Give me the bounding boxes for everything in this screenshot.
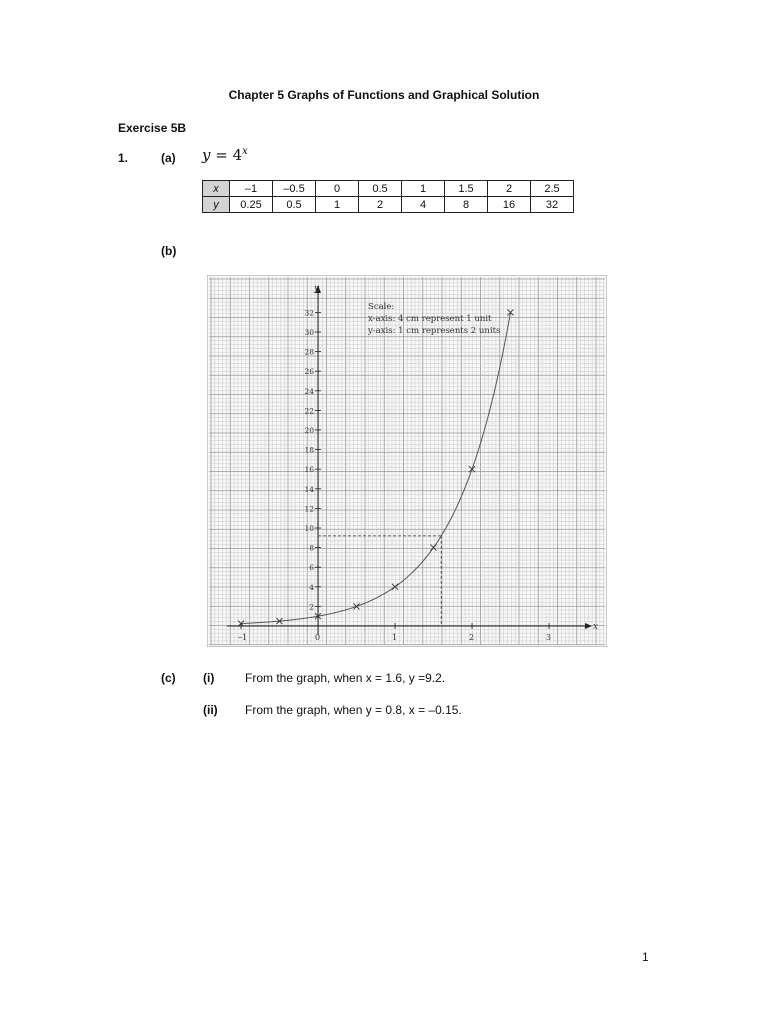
y-tick-label: 22	[304, 406, 314, 416]
x-axis-label: x	[593, 622, 599, 632]
table-cell: 0.25	[230, 197, 273, 213]
graph-paper-chart	[207, 275, 607, 647]
page-title: Chapter 5 Graphs of Functions and Graphical Solution	[228, 88, 540, 102]
table-cell: 2	[488, 181, 531, 197]
y-tick-label: 14	[304, 484, 314, 494]
y-axis-label: y	[314, 284, 320, 294]
part-c-label: (c)	[161, 671, 176, 685]
equation-lhs: y	[202, 146, 211, 164]
y-tick-label: 28	[304, 347, 314, 357]
exercise-heading: Exercise 5B	[118, 121, 187, 135]
scale-note-line: x-axis: 4 cm represent 1 unit	[368, 314, 492, 324]
y-tick-label: 30	[304, 328, 314, 337]
table-cell: 0.5	[359, 181, 402, 197]
x-tick-label: 3	[546, 633, 552, 642]
table-cell: 1	[316, 197, 359, 213]
table-cell: 0	[316, 181, 359, 197]
y-tick-label: 20	[304, 426, 314, 435]
y-tick-label: 24	[304, 386, 314, 396]
scale-note-line: Scale:	[368, 302, 395, 312]
table-cell: 2	[359, 197, 402, 213]
table-cell: 4	[402, 197, 445, 213]
y-tick-label: 10	[304, 524, 314, 533]
table-cell: 32	[531, 197, 574, 213]
equation-base: 4	[232, 146, 243, 164]
part-c-ii-label: (ii)	[203, 703, 218, 717]
x-tick-label: 2	[469, 633, 475, 642]
table-cell: 8	[445, 197, 488, 213]
y-tick-label: 4	[309, 582, 314, 592]
y-tick-label: 18	[304, 445, 314, 455]
y-tick-label: 26	[304, 367, 314, 377]
x-tick-label: 0	[315, 633, 321, 642]
question-number: 1.	[118, 151, 129, 165]
y-tick-label: 12	[304, 504, 314, 514]
table-cell: 1.5	[445, 181, 488, 197]
y-tick-label: 2	[309, 602, 314, 612]
table-cell: 1	[402, 181, 445, 197]
part-b-label: (b)	[161, 244, 177, 258]
equation-exponent: x	[242, 146, 248, 157]
table-cell: –0.5	[273, 181, 316, 197]
row-header-y: y	[203, 197, 230, 213]
scale-note-line: y-axis: 1 cm represents 2 units	[368, 326, 501, 336]
table-cell: 0.5	[273, 197, 316, 213]
equation	[202, 146, 248, 164]
table-cell: 16	[488, 197, 531, 213]
part-a-label: (a)	[161, 151, 176, 165]
y-tick-label: 32	[304, 308, 314, 318]
values-table	[202, 180, 574, 213]
table-row-y	[203, 197, 574, 213]
y-tick-label: 6	[309, 563, 314, 573]
part-c-i-answer: From the graph, when x = 1.6, y =9.2.	[245, 671, 446, 685]
table-cell: –1	[230, 181, 273, 197]
table-cell: 2.5	[531, 181, 574, 197]
table-row-x	[203, 181, 574, 197]
equation-equals: =	[210, 146, 233, 164]
row-header-x: x	[203, 181, 230, 197]
x-tick-label: –1	[238, 633, 248, 642]
x-tick-label: 1	[392, 633, 398, 642]
part-c-i-label: (i)	[203, 671, 215, 685]
part-c-ii-answer: From the graph, when y = 0.8, x = –0.15.	[245, 703, 462, 717]
y-tick-label: 8	[309, 543, 314, 553]
y-tick-label: 16	[304, 465, 314, 475]
page-number: 1	[642, 950, 649, 964]
